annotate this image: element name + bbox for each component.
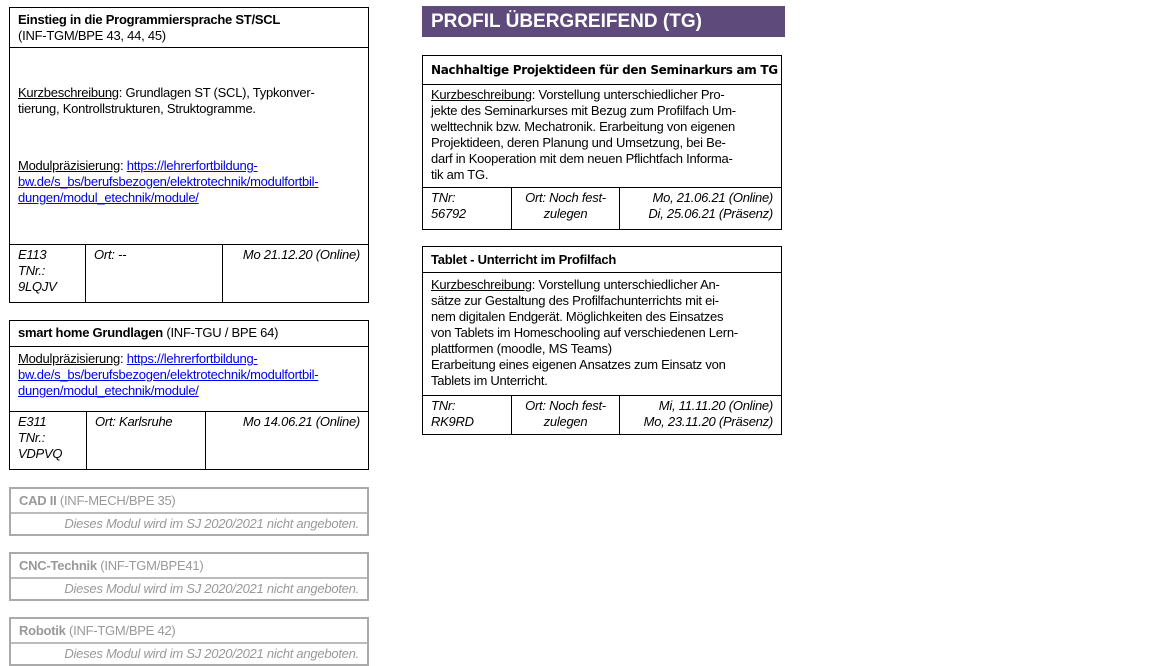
card-body	[423, 85, 781, 188]
course-id: E113 TNr.: 9LQJV	[10, 245, 86, 302]
module-link[interactable]: https://lehrerfortbildung- bw.de/s_bs/berufsbezogen/elektrotechnik/modulfortbil- dungen/modul_etechnik/module/	[18, 351, 319, 398]
description: : Grundlagen ST (SCL), Typkonver- tierung, Kontrollstrukturen, Struktogramme.	[18, 85, 315, 116]
location: Ort: Noch fest- zulegen	[512, 396, 620, 434]
not-offered-note: Dieses Modul wird im SJ 2020/2021 nicht angeboten.	[64, 646, 359, 661]
not-offered-note: Dieses Modul wird im SJ 2020/2021 nicht angeboten.	[64, 581, 359, 596]
course-id: E311 TNr.: VDPVQ	[10, 412, 87, 469]
module-card-robotik	[9, 617, 369, 666]
card-header	[11, 554, 367, 579]
module-code: (INF-TGU / BPE 64)	[163, 325, 279, 340]
description: : Vorstellung unterschiedlicher An- sätze zur Gestaltung des Profilfachunterrichts mit ei- nem digitalen Endgerät. Möglichkeiten des Einsatzes von Tablets im Homeschooling auf verschiedenen Lern- plattformen (moodle, MS Teams) Erarbeitung eines eigenen Ansatzes zum Einsatz von Tablets im Unterricht.	[431, 277, 738, 388]
module-title: Tablet - Unterricht im Profilfach	[423, 247, 781, 273]
desc-label: Kurzbeschreibung	[431, 277, 532, 292]
card-footer	[423, 396, 781, 434]
card-header	[11, 619, 367, 644]
card-header	[10, 8, 368, 48]
desc-label: Kurzbeschreibung	[18, 85, 119, 100]
description: : Vorstellung unterschiedlicher Pro- jekte des Seminarkurses mit Bezug zum Profilfach Um- welttechnik bzw. Mechatronik. Erarbeitung von eigenen Projektideen, deren Planung und Umsetzung, bei Be- darf in Kooperation mit dem neuen Pflichtfach Informa- tik am TG.	[431, 87, 736, 182]
right-column	[422, 6, 785, 435]
module-card-st-scl	[9, 7, 369, 303]
module-title: CAD II	[19, 493, 57, 508]
mod-label: Modulpräzisierung	[18, 158, 120, 173]
module-title: Nachhaltige Projektideen für den Seminarkurs am TG	[423, 56, 781, 85]
course-id: TNr: RK9RD	[423, 396, 512, 434]
module-card-seminarkurs	[422, 55, 782, 230]
location: Ort: --	[86, 245, 223, 302]
date: Mo 21.12.20 (Online)	[242, 247, 360, 262]
date: Mo, 21.06.21 (Online) Di, 25.06.21 (Präsenz)	[648, 190, 773, 221]
location: Ort: Noch fest- zulegen	[512, 188, 620, 229]
date: Mi, 11.11.20 (Online) Mo, 23.11.20 (Präsenz)	[643, 398, 773, 429]
location: Ort: Karlsruhe	[87, 412, 206, 469]
module-title: Robotik	[19, 623, 66, 638]
card-header	[10, 321, 368, 347]
card-body: Kurzbeschreibung: Grundlagen ST (SCL), Typkonver- tierung, Kontrollstrukturen, Struktogramme. Modulpräzisierung: https://lehrerfortbildung- bw.de/s_bs/berufsbezogen/elektrotechnik/modulfortbil- dungen/modul_etechnik/module/	[10, 48, 368, 245]
module-card-smart-home	[9, 320, 369, 470]
module-title: smart home Grundlagen	[18, 325, 163, 340]
card-body	[423, 273, 781, 396]
module-code: (INF-MECH/BPE 35)	[56, 493, 176, 508]
module-title: Einstieg in die Programmiersprache ST/SCL	[18, 12, 281, 27]
card-footer	[10, 245, 368, 302]
course-id: TNr: 56792	[423, 188, 512, 229]
module-card-cnc	[9, 552, 369, 601]
date: Mo 14.06.21 (Online)	[242, 414, 360, 429]
section-header: PROFIL ÜBERGREIFEND (TG)	[422, 6, 785, 37]
module-code: (INF-TGM/BPE 43, 44, 45)	[18, 28, 166, 43]
not-offered-note: Dieses Modul wird im SJ 2020/2021 nicht angeboten.	[64, 516, 359, 531]
card-footer	[10, 412, 368, 469]
left-column	[9, 7, 369, 666]
module-code: (INF-TGM/BPE41)	[96, 558, 204, 573]
module-title: CNC-Technik	[19, 558, 97, 573]
mod-label: Modulpräzisierung	[18, 351, 120, 366]
card-body: Modulpräzisierung: https://lehrerfortbildung- bw.de/s_bs/berufsbezogen/elektrotechnik/modulfortbil- dungen/modul_etechnik/module/	[10, 347, 368, 412]
module-code: (INF-TGM/BPE 42)	[65, 623, 176, 638]
module-card-tablet	[422, 246, 782, 435]
card-header	[11, 489, 367, 514]
module-card-cad	[9, 487, 369, 536]
desc-label: Kurzbeschreibung	[431, 87, 532, 102]
module-link[interactable]: https://lehrerfortbildung- bw.de/s_bs/berufsbezogen/elektrotechnik/modulfortbil- dungen/modul_etechnik/module/	[18, 158, 319, 205]
card-footer	[423, 188, 781, 229]
